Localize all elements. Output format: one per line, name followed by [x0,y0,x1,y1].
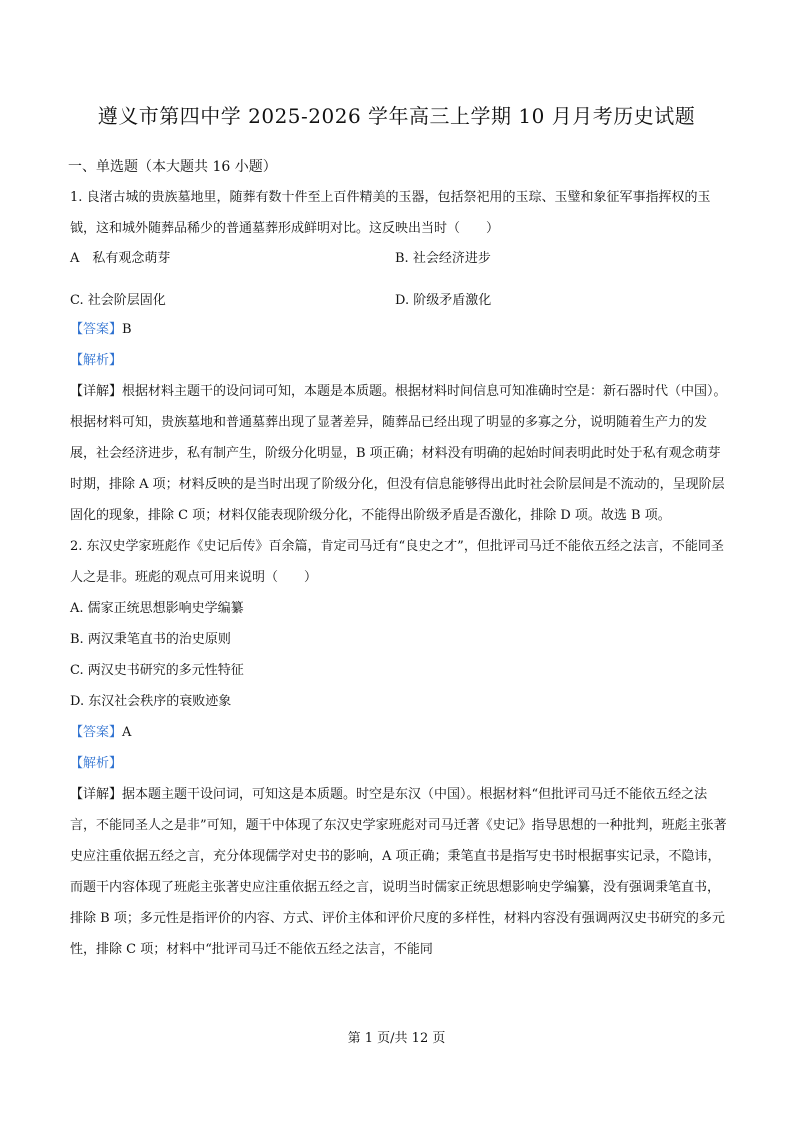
analysis-row [70,345,730,376]
question-2 [70,531,730,965]
option-b: B. 两汉秉笔直书的治史原则 [70,632,231,647]
option-a: A. 儒家正统思想影响史学编纂 [70,601,244,616]
question-1-stem: 1. 良渚古城的贵族墓地里，随葬有数十件至上百件精美的玉器，包括祭祀用的玉琮、玉璧和象征军事指挥权的玉钺，这和城外随葬品稀少的普通墓葬形成鲜明对比。这反映出当时（ ） [70,190,711,236]
option-d: D. 阶级矛盾激化 [395,293,492,308]
content-body [70,152,730,965]
question-1-detail: 【详解】根据材料主题干的设问词可知，本题是本质题。根据材料时间信息可知准确时空是：新石器时代（中国）。根据材料可知，贵族墓地和普通墓葬出现了显著差异，随葬品已经出现了明显的多寡之分，说明随着生产力的发展，社会经济进步，私有制产生，阶级分化明显，B 项正确；材料没有明确的起始时间表明此时处于私有观念萌芽时期，排除 A 项；材料反映的是当时出现了阶级分化，但没有信息能够得出此时社会阶层间是不流动的，呈现阶层固化的现象，排除 C 项；材料仅能表现阶级分化，不能得出阶级矛盾是否激化，排除 D 项。故选 B 项。 [70,384,727,523]
option-c: C. 两汉史书研究的多元性特征 [70,663,244,678]
option-c: C. 社会阶层固化 [70,293,166,308]
page-footer: 第 1 页/共 12 页 [347,1031,446,1046]
answer-tag: 【答案】 [70,322,123,337]
section-heading: 一、单选题（本大题共 16 小题） [68,159,277,175]
option-b: B. 社会经济进步 [395,251,491,266]
answer-value: B [122,322,132,337]
question-2-detail: 【详解】据本题主题干设问词，可知这是本质题。时空是东汉（中国）。根据材料“但批评司马迁不能依五经之法言，不能同圣人之是非”可知，题干中体现了东汉史学家班彪对司马迁著《史记》指导思想的一种批判，班彪主张著史应注重依据五经之言，充分体现儒学对史书的影响，A 项正确；秉笔直书是指写史书时根据事实记录，不隐讳，而题干内容体现了班彪主张著史应注重依据五经之言，说明当时儒家正统思想影响史学编纂，没有强调秉笔直书，排除 B 项；多元性是指评价的内容、方式、评价主体和评价尺度的多样性，材料内容没有强调两汉史书研究的多元性，排除 C 项；材料中“批评司马迁不能依五经之法言，不能同 [70,787,727,957]
answer-row [70,717,730,748]
question-1-options [70,244,730,328]
question-2-options [70,593,730,717]
question-2-stem: 2. 东汉史学家班彪作《史记后传》百余篇，肯定司马迁有“良史之才”，但批评司马迁不能依五经之法言，不能同圣人之是非。班彪的观点可用来说明（ ） [70,539,724,585]
page-title: 遵义市第四中学 2025-2026 学年高三上学期 10 月月考历史试题 [97,104,696,128]
answer-value: A [122,725,132,740]
analysis-tag: 【解析】 [70,353,123,368]
option-d: D. 东汉社会秩序的衰败迹象 [70,694,232,709]
option-a: A 私有观念萌芽 [70,251,171,266]
analysis-tag: 【解析】 [70,756,123,771]
answer-tag: 【答案】 [70,725,123,740]
analysis-row [70,748,730,779]
question-1 [70,182,730,531]
